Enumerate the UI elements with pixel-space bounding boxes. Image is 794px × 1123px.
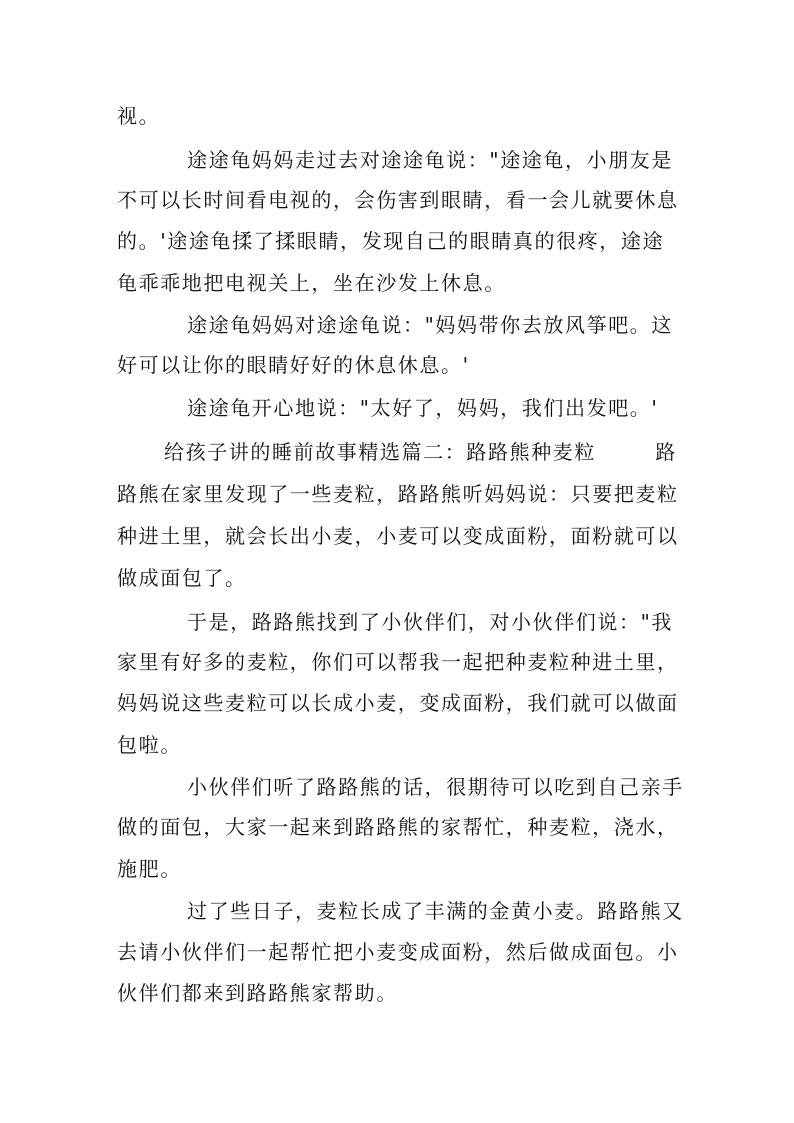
- text-line: 做成面包了。: [117, 566, 247, 590]
- section-heading-row: [117, 440, 677, 464]
- text-line: 妈妈说这些麦粒可以长成小麦，变成面粉，我们就可以做面: [117, 691, 679, 715]
- text-line: 小伙伴们听了路路熊的话，很期待可以吃到自己亲手: [187, 775, 684, 799]
- text-line: 不可以长时间看电视的，会伤害到眼睛，看一会儿就要休息: [117, 188, 679, 212]
- section-heading: 给孩子讲的睡前故事精选篇二：路路熊种麦粒: [164, 440, 596, 464]
- text-line: 路熊在家里发现了一些麦粒，路路熊听妈妈说：只要把麦粒: [117, 482, 679, 506]
- text-line: 做的面包，大家一起来到路路熊的家帮忙，种麦粒，浇水，: [117, 815, 679, 839]
- text-line: 家里有好多的麦粒，你们可以帮我一起把种麦粒种进土里，: [117, 650, 679, 674]
- text-line: 路: [655, 440, 677, 464]
- text-line: 去请小伙伴们一起帮忙把小麦变成面粉，然后做成面包。小: [117, 940, 679, 964]
- text-line: 种进土里，就会长出小麦，小麦可以变成面粉，面粉就可以: [117, 524, 679, 548]
- text-line: 途途龟妈妈走过去对途途龟说："途途龟，小朋友是: [187, 148, 673, 172]
- text-line: 途途龟开心地说："太好了，妈妈，我们出发吧。': [187, 396, 659, 420]
- text-line: 施肥。: [117, 857, 182, 881]
- text-line: 于是，路路熊找到了小伙伴们，对小伙伴们说："我: [187, 610, 673, 634]
- text-line: 途途龟妈妈对途途龟说："妈妈带你去放风筝吧。这: [187, 313, 673, 337]
- text-line: 包啦。: [117, 733, 182, 757]
- text-line: 过了些日子，麦粒长成了丰满的金黄小麦。路路熊又: [187, 899, 684, 923]
- text-line: 龟乖乖地把电视关上，坐在沙发上休息。: [117, 271, 506, 295]
- text-line: 伙伴们都来到路路熊家帮助。: [117, 981, 398, 1005]
- text-line: 视。: [117, 104, 161, 128]
- text-line: 的。'途途龟揉了揉眼睛，发现自己的眼睛真的很疼，途途: [117, 229, 665, 253]
- text-line: 好可以让你的眼睛好好的休息休息。': [117, 353, 470, 377]
